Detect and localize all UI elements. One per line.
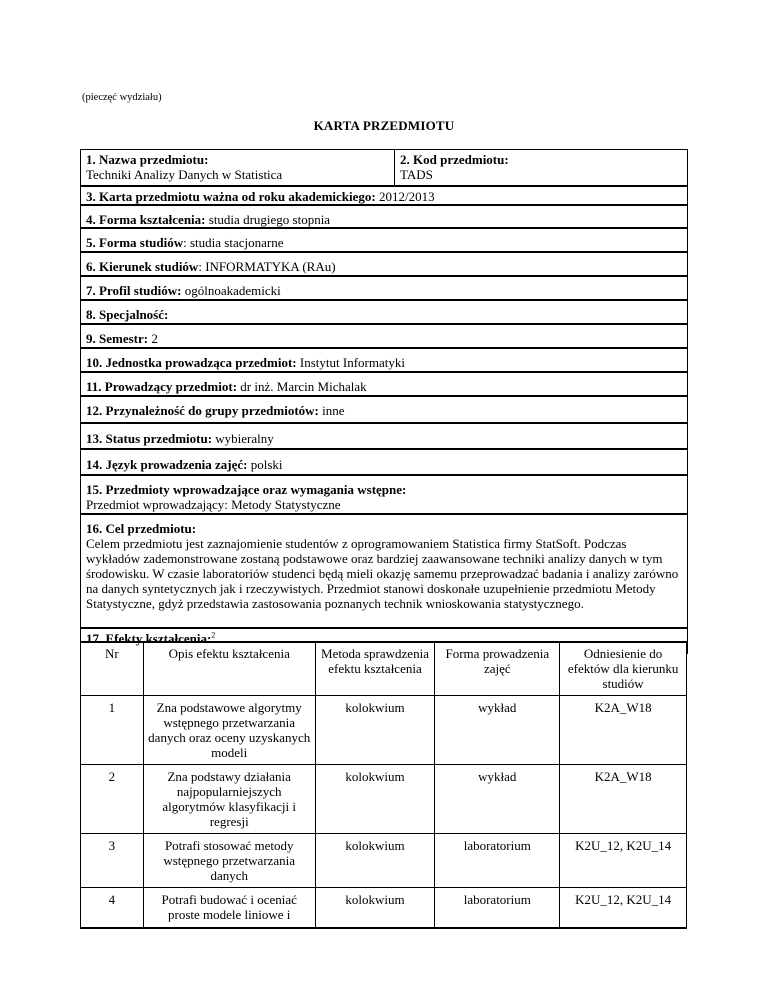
field-row-1-2 [81, 150, 687, 187]
row-forma: laboratorium [435, 888, 560, 928]
faculty-stamp-label: (pieczęć wydziału) [82, 92, 162, 103]
row-odniesienie: K2A_W18 [560, 696, 687, 765]
row-opis: Potrafi budować i oceniać proste modele liniowe i [143, 888, 315, 928]
course-code-cell [395, 150, 687, 185]
field-17-footnote: 2 [211, 630, 216, 640]
field-row-10 [81, 349, 687, 373]
page-title: KARTA PRZEDMIOTU [313, 118, 455, 133]
course-code-value: TADS [400, 167, 433, 182]
field-row-4 [81, 206, 687, 229]
field-14-label: 14. Język prowadzenia zajęć: [86, 457, 248, 472]
field-3-value: 2012/2013 [378, 189, 435, 204]
field-row-15 [81, 476, 687, 515]
course-name-value: Techniki Analizy Danych w Statistica [86, 167, 283, 182]
field-16-value: Celem przedmiotu jest zaznajomienie studentów z oprogramowaniem Statistica firmy StatSoft. Podczas wykładów zademonstrowane zostaną podstawowe oraz bardziej zaawansowane techniki analizy danych w tym środowisku. W czasie laboratoriów studenci będą mieli okazję samemu przeprowadzać badania i analizy zarówno na danych syntetycznych jak i rzeczywistych. Przedmiot stanowi doskonałe uzupełnienie przedmiotu Metody Statystyczne, gdyż przedstawia zastosowania poznanych technik wnioskowania statystycznego. [86, 536, 679, 611]
field-4-label: 4. Forma kształcenia: [86, 212, 206, 227]
field-12-value: inne [322, 403, 345, 418]
header-forma: Forma prowadzenia zajęć [435, 642, 560, 696]
table-row [81, 696, 687, 765]
course-code-label: 2. Kod przedmiotu: [400, 152, 509, 167]
row-metoda: kolokwium [315, 696, 435, 765]
field-14-value: polski [250, 457, 283, 472]
table-header-row [81, 642, 687, 696]
field-6-label: 6. Kierunek studiów [86, 259, 199, 274]
row-odniesienie: K2U_12, K2U_14 [560, 834, 687, 888]
table-row [81, 888, 687, 928]
row-forma: wykład [435, 696, 560, 765]
field-4-value: studia drugiego stopnia [208, 212, 331, 227]
course-name-label: 1. Nazwa przedmiotu: [86, 152, 209, 167]
header-nr: Nr [81, 642, 144, 696]
field-15-label: 15. Przedmioty wprowadzające oraz wymagania wstępne: [86, 482, 407, 497]
row-opis: Zna podstawy działania najpopularniejszych algorytmów klasyfikacji i regresji [143, 765, 315, 834]
field-8-label: 8. Specjalność: [86, 307, 169, 322]
field-10-value: Instytut Informatyki [299, 355, 405, 370]
field-9-value: 2 [151, 331, 158, 346]
field-9-label: 9. Semestr: [86, 331, 149, 346]
row-nr: 3 [81, 834, 144, 888]
header-opis: Opis efektu kształcenia [143, 642, 315, 696]
row-opis: Potrafi stosować metody wstępnego przetwarzania danych [143, 834, 315, 888]
row-opis: Zna podstawowe algorytmy wstępnego przetwarzania danych oraz oceny uzyskanych modeli [143, 696, 315, 765]
field-12-label: 12. Przynależność do grupy przedmiotów: [86, 403, 319, 418]
field-row-12 [81, 397, 687, 424]
field-7-value: ogólnoakademicki [184, 283, 281, 298]
field-16-label: 16. Cel przedmiotu: [86, 521, 197, 536]
field-row-6 [81, 253, 687, 277]
learning-outcomes-table [80, 641, 687, 929]
field-5-label: 5. Forma studiów [86, 235, 184, 250]
field-row-7 [81, 277, 687, 301]
table-row [81, 765, 687, 834]
field-row-3 [81, 187, 687, 206]
field-row-8 [81, 301, 687, 325]
row-odniesienie: K2A_W18 [560, 765, 687, 834]
field-row-11 [81, 373, 687, 397]
field-row-5 [81, 229, 687, 253]
field-row-13 [81, 424, 687, 450]
row-forma: laboratorium [435, 834, 560, 888]
field-11-label: 11. Prowadzący przedmiot: [86, 379, 238, 394]
row-metoda: kolokwium [315, 834, 435, 888]
field-row-14 [81, 450, 687, 476]
row-metoda: kolokwium [315, 888, 435, 928]
field-row-16 [81, 515, 687, 629]
field-17-label: 17. Efekty kształcenia: [86, 631, 212, 646]
row-nr: 4 [81, 888, 144, 928]
row-odniesienie: K2U_12, K2U_14 [560, 888, 687, 928]
field-7-label: 7. Profil studiów: [86, 283, 182, 298]
course-card-form [80, 149, 688, 654]
row-nr: 2 [81, 765, 144, 834]
field-row-9 [81, 325, 687, 349]
field-11-value: dr inż. Marcin Michalak [240, 379, 367, 394]
field-15-value: Przedmiot wprowadzający: Metody Statystyczne [86, 497, 341, 512]
field-10-label: 10. Jednostka prowadząca przedmiot: [86, 355, 297, 370]
row-nr: 1 [81, 696, 144, 765]
field-3-label: 3. Karta przedmiotu ważna od roku akademickiego: [86, 189, 376, 204]
header-metoda: Metoda sprawdzenia efektu kształcenia [315, 642, 435, 696]
row-forma: wykład [435, 765, 560, 834]
field-5-value: : studia stacjonarne [183, 235, 284, 250]
field-6-value: : INFORMATYKA (RAu) [198, 259, 336, 274]
header-odniesienie: Odniesienie do efektów dla kierunku studiów [560, 642, 687, 696]
course-name-cell [81, 150, 395, 185]
row-metoda: kolokwium [315, 765, 435, 834]
field-13-value: wybieralny [215, 431, 274, 446]
table-row [81, 834, 687, 888]
field-13-label: 13. Status przedmiotu: [86, 431, 213, 446]
